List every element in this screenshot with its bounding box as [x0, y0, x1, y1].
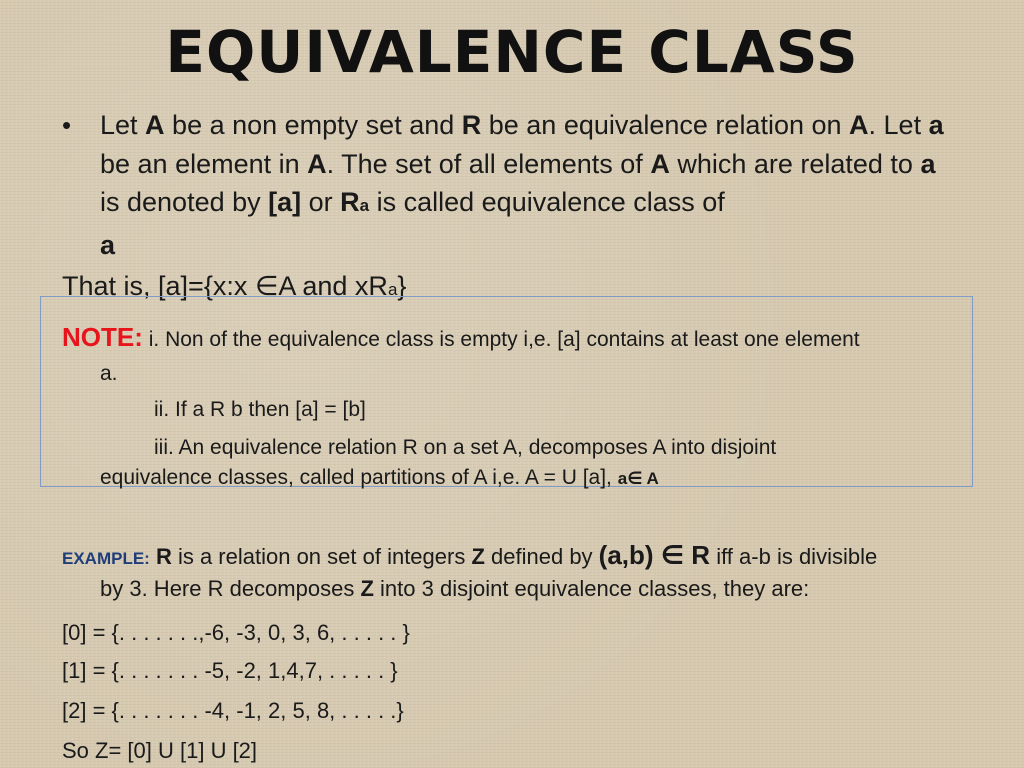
definition-text: Let A be a non empty set and R be an equivalence relation on A. Let a be an element in A. The set of all elements of A which are related to a is denoted by [a] or Ra is called equivalence class of a [100, 110, 944, 260]
bullet-dot-icon: • [62, 110, 72, 140]
union-line: So Z= [0] U [1] U [2] [62, 738, 258, 763]
note-line-3-cont: equivalence classes, called partitions of A i,e. A = U [a], a∈ A [100, 466, 659, 489]
note-line-1-cont: a. [100, 362, 118, 385]
slide-title: EQUIVALENCE CLASS [165, 18, 859, 86]
class-2-line: [2] = {. . . . . . . -4, -1, 2, 5, 8, . . . . .} [62, 698, 404, 723]
note-line-2: ii. If a R b then [a] = [b] [154, 398, 366, 421]
that-is-line: That is, [a]={x:x ∈A and xRa} [62, 271, 407, 301]
example-line-2: by 3. Here R decomposes Z into 3 disjoint equivalence classes, they are: [100, 576, 810, 601]
example-label: EXAMPLE: [62, 549, 150, 568]
example-line-1: EXAMPLE: R is a relation on set of integers Z defined by (a,b) ∈ R iff a-b is divisible [62, 540, 878, 570]
note-label: NOTE [62, 322, 135, 352]
note-line-1: NOTE: i. Non of the equivalence class is empty i,e. [a] contains at least one element [62, 322, 860, 352]
class-0-line: [0] = {. . . . . . .,-6, -3, 0, 3, 6, . . . . . } [62, 620, 410, 645]
note-line-3: iii. An equivalence relation R on a set A, decomposes A into disjoint [154, 436, 777, 459]
class-1-line: [1] = {. . . . . . . -5, -2, 1,4,7, . . . . . } [62, 658, 398, 683]
